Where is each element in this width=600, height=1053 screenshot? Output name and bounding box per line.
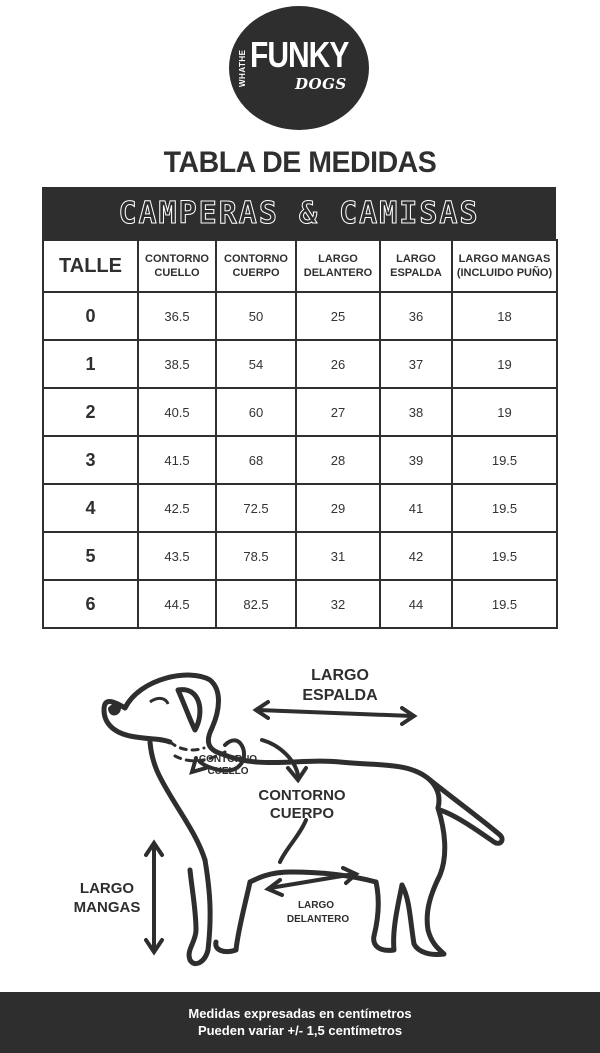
label-contorno-cuerpo-2: CUERPO xyxy=(269,805,335,822)
label-contorno-cuerpo-1: CONTORNO xyxy=(258,787,346,804)
measurement-cell: 27 xyxy=(296,388,380,436)
column-header: CONTORNO CUERPO xyxy=(216,240,296,292)
measurement-cell: 25 xyxy=(296,292,380,340)
measurement-cell: 43.5 xyxy=(138,532,216,580)
column-header: LARGO MANGAS (INCLUIDO PUÑO) xyxy=(452,240,557,292)
measurement-cell: 78.5 xyxy=(216,532,296,580)
measurement-cell: 37 xyxy=(380,340,452,388)
measurement-cell: 18 xyxy=(452,292,557,340)
measurement-cell: 42 xyxy=(380,532,452,580)
label-largo-espalda-1: LARGO xyxy=(311,667,369,684)
size-cell: 0 xyxy=(43,292,138,340)
table-row xyxy=(43,532,557,580)
measurement-cell: 19 xyxy=(452,388,557,436)
measurement-cell: 36 xyxy=(380,292,452,340)
measurement-cell: 19.5 xyxy=(452,532,557,580)
logo-sub-text: DOGS xyxy=(295,75,347,93)
measurement-cell: 19 xyxy=(452,340,557,388)
measurement-cell: 28 xyxy=(296,436,380,484)
measurement-cell: 82.5 xyxy=(216,580,296,628)
table-row xyxy=(43,388,557,436)
size-cell: 3 xyxy=(43,436,138,484)
table-row xyxy=(43,340,557,388)
measurement-cell: 72.5 xyxy=(216,484,296,532)
size-cell: 4 xyxy=(43,484,138,532)
dog-hind-leg-inner-outline xyxy=(374,882,402,950)
dog-front-leg-inner-outline xyxy=(216,882,250,952)
size-cell: 6 xyxy=(43,580,138,628)
column-header: LARGO DELANTERO xyxy=(296,240,380,292)
contorno-cuerpo-arrow xyxy=(262,740,298,775)
label-largo-delantero-1: LARGO xyxy=(297,900,335,911)
size-cell: 5 xyxy=(43,532,138,580)
measurement-cell: 19.5 xyxy=(452,580,557,628)
measurement-cell: 39 xyxy=(380,436,452,484)
column-header: CONTORNO CUELLO xyxy=(138,240,216,292)
table-header xyxy=(42,187,556,239)
dog-head-outline xyxy=(125,675,222,754)
measurement-cell: 44.5 xyxy=(138,580,216,628)
measurement-cell: 36.5 xyxy=(138,292,216,340)
measurements-table xyxy=(42,239,558,629)
dog-front-leg-outline xyxy=(189,860,210,964)
size-cell: 2 xyxy=(43,388,138,436)
measurement-cell: 41 xyxy=(380,484,452,532)
table-header-text: CAMPERAS & CAMISAS xyxy=(118,195,480,231)
table-row xyxy=(43,292,557,340)
label-largo-delantero-2: DELANTERO xyxy=(286,914,350,925)
label-contorno-cuello-2: CUELLO xyxy=(207,766,249,777)
dog-ear-outline xyxy=(178,690,200,730)
label-contorno-cuello-1: CONTORNO xyxy=(198,754,258,765)
size-cell: 1 xyxy=(43,340,138,388)
measurement-cell: 50 xyxy=(216,292,296,340)
size-table xyxy=(42,187,556,629)
largo-espalda-arrow xyxy=(258,710,412,716)
footer-line-2: Pueden variar +/- 1,5 centímetros xyxy=(197,1023,403,1038)
dog-measurement-diagram xyxy=(0,650,600,990)
measurement-cell: 44 xyxy=(380,580,452,628)
measurement-cell: 54 xyxy=(216,340,296,388)
measurement-cell: 41.5 xyxy=(138,436,216,484)
measurement-cell: 29 xyxy=(296,484,380,532)
measurement-cell: 19.5 xyxy=(452,484,557,532)
measurement-cell: 38.5 xyxy=(138,340,216,388)
contorno-cuerpo-lower-arrow xyxy=(280,820,306,862)
measurement-cell: 31 xyxy=(296,532,380,580)
measurement-cell: 68 xyxy=(216,436,296,484)
dog-nose xyxy=(108,704,121,716)
measurement-cell: 19.5 xyxy=(452,436,557,484)
measurement-cell: 32 xyxy=(296,580,380,628)
table-row xyxy=(43,436,557,484)
measurement-cell: 38 xyxy=(380,388,452,436)
column-header: TALLE xyxy=(43,240,138,292)
table-row xyxy=(43,484,557,532)
dog-hind-leg-outline xyxy=(402,808,445,955)
dog-eye xyxy=(150,698,168,704)
column-header: LARGO ESPALDA xyxy=(380,240,452,292)
label-largo-mangas-1: LARGO xyxy=(79,880,135,897)
footer-line-1: Medidas expresadas en centímetros xyxy=(188,1006,412,1021)
measurement-cell: 40.5 xyxy=(138,388,216,436)
logo-main-text: FUNKY xyxy=(250,35,349,76)
label-largo-espalda-2: ESPALDA xyxy=(302,687,378,704)
measurement-cell: 26 xyxy=(296,340,380,388)
label-largo-mangas-2: MANGAS xyxy=(73,899,141,916)
collar-dash-line xyxy=(170,742,204,750)
column-header-row xyxy=(43,240,557,292)
footer-banner xyxy=(0,992,600,1053)
measurement-cell: 60 xyxy=(216,388,296,436)
page-title: TABLA DE MEDIDAS xyxy=(163,146,437,179)
largo-delantero-arrow xyxy=(270,874,354,888)
table-row xyxy=(43,580,557,628)
measurement-cell: 42.5 xyxy=(138,484,216,532)
logo-top-text: WHATHE xyxy=(238,49,247,87)
